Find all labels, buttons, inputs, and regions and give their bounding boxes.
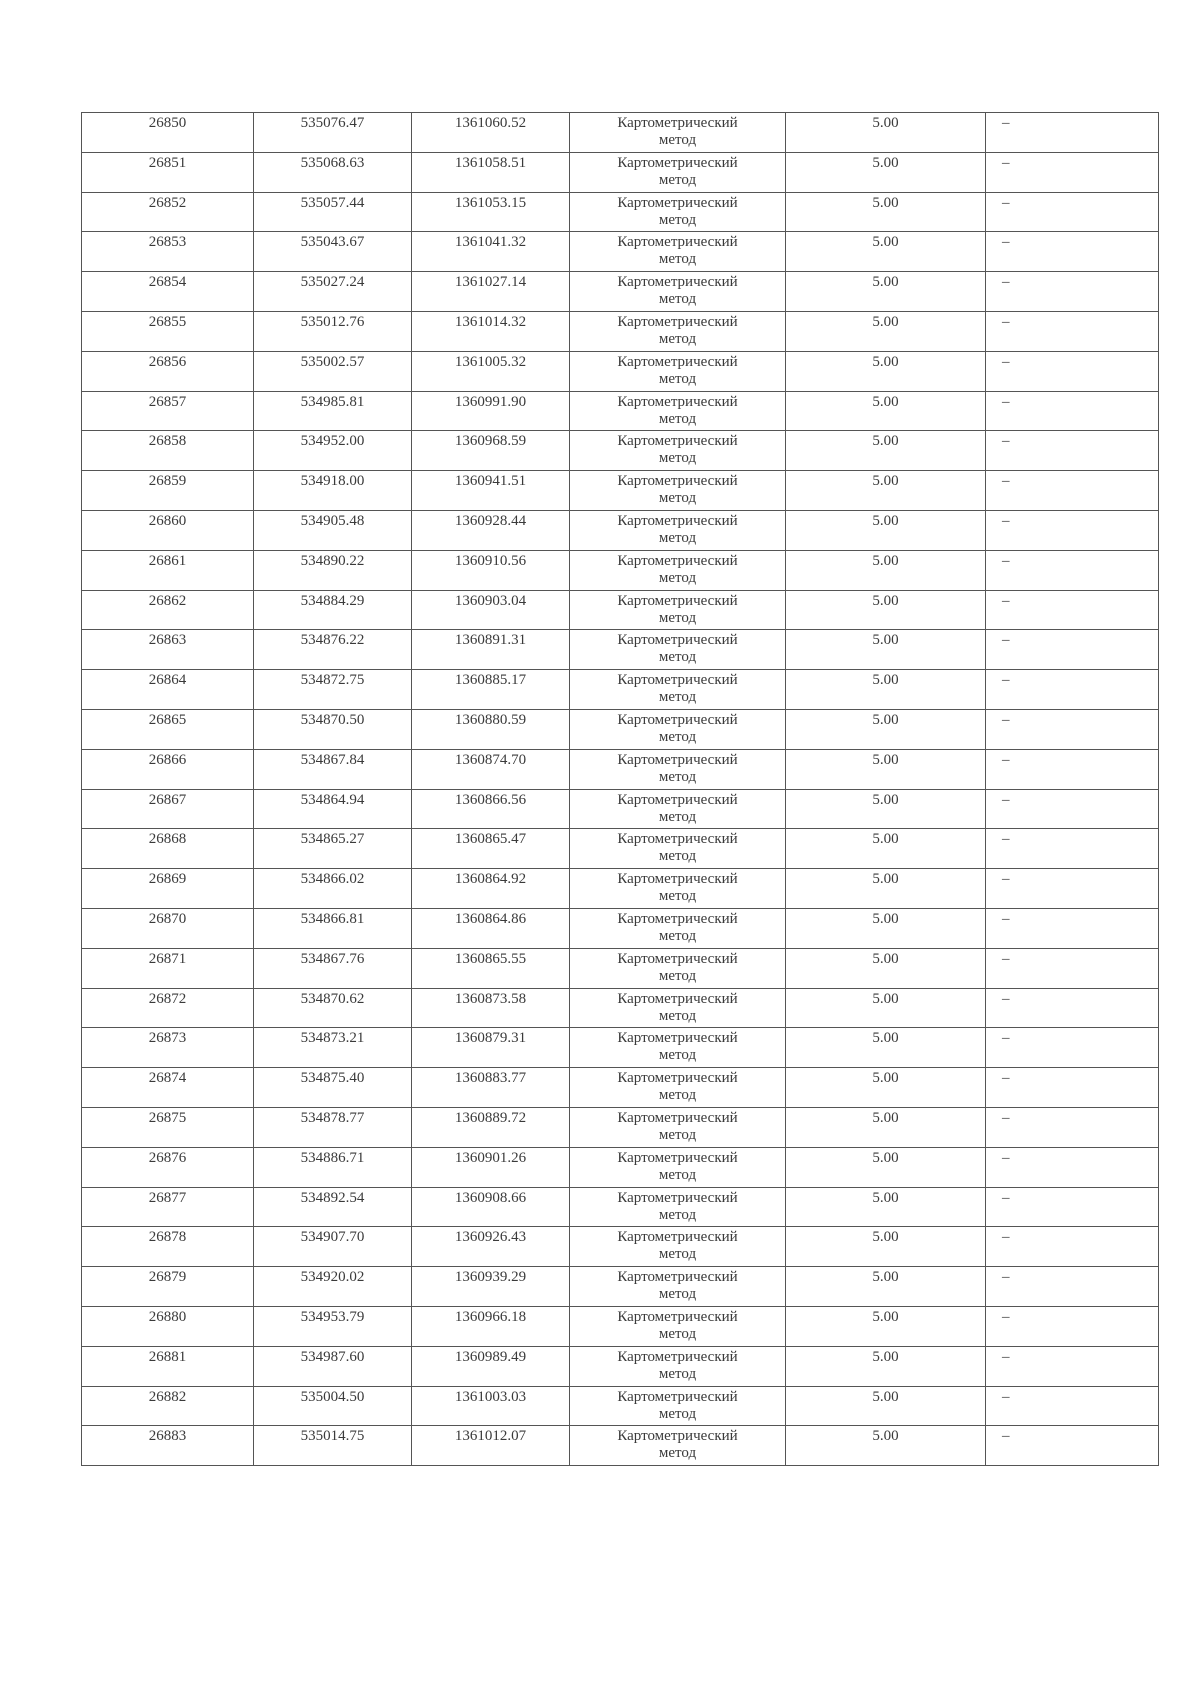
point-number-cell: 26855 — [82, 311, 254, 351]
table-row — [82, 1187, 1159, 1227]
x-coordinate-cell: 534870.50 — [254, 709, 412, 749]
y-coordinate-cell: 1360885.17 — [412, 670, 570, 710]
table-row — [82, 431, 1159, 471]
y-coordinate-cell: 1360864.92 — [412, 869, 570, 909]
note-cell: – — [986, 1227, 1159, 1267]
method-cell — [570, 1386, 786, 1426]
method-text: Картометрический метод — [617, 1149, 738, 1183]
method-text: Картометрический метод — [617, 274, 738, 308]
accuracy-cell: 5.00 — [786, 1386, 986, 1426]
y-coordinate-cell: 1360941.51 — [412, 471, 570, 511]
note-cell: – — [986, 988, 1159, 1028]
x-coordinate-cell: 535057.44 — [254, 192, 412, 232]
x-coordinate-cell: 534918.00 — [254, 471, 412, 511]
accuracy-cell: 5.00 — [786, 431, 986, 471]
accuracy-cell: 5.00 — [786, 829, 986, 869]
method-cell — [570, 869, 786, 909]
table-row — [82, 192, 1159, 232]
note-cell: – — [986, 630, 1159, 670]
accuracy-cell: 5.00 — [786, 908, 986, 948]
note-cell: – — [986, 192, 1159, 232]
note-cell: – — [986, 1306, 1159, 1346]
point-number-cell: 26867 — [82, 789, 254, 829]
method-text: Картометрический метод — [617, 115, 738, 148]
x-coordinate-cell: 534884.29 — [254, 590, 412, 630]
table-row — [82, 829, 1159, 869]
note-cell: – — [986, 749, 1159, 789]
note-cell: – — [986, 1107, 1159, 1147]
x-coordinate-cell: 534987.60 — [254, 1346, 412, 1386]
method-cell — [570, 272, 786, 312]
method-text: Картометрический метод — [617, 154, 738, 188]
point-number-cell: 26866 — [82, 749, 254, 789]
point-number-cell: 26870 — [82, 908, 254, 948]
method-cell — [570, 431, 786, 471]
y-coordinate-cell: 1361003.03 — [412, 1386, 570, 1426]
note-cell: – — [986, 1426, 1159, 1466]
point-number-cell: 26864 — [82, 670, 254, 710]
method-cell — [570, 351, 786, 391]
table-row — [82, 709, 1159, 749]
note-cell: – — [986, 351, 1159, 391]
method-text: Картометрический метод — [617, 552, 738, 586]
x-coordinate-cell: 535004.50 — [254, 1386, 412, 1426]
accuracy-cell: 5.00 — [786, 113, 986, 153]
method-text: Картометрический метод — [617, 393, 738, 427]
y-coordinate-cell: 1361014.32 — [412, 311, 570, 351]
x-coordinate-cell: 534890.22 — [254, 550, 412, 590]
method-cell — [570, 670, 786, 710]
method-cell — [570, 1346, 786, 1386]
coordinates-table-body — [82, 113, 1159, 1466]
accuracy-cell: 5.00 — [786, 510, 986, 550]
method-text: Картометрический метод — [617, 433, 738, 467]
table-row — [82, 749, 1159, 789]
accuracy-cell: 5.00 — [786, 590, 986, 630]
point-number-cell: 26852 — [82, 192, 254, 232]
table-row — [82, 1107, 1159, 1147]
method-cell — [570, 908, 786, 948]
table-row — [82, 471, 1159, 511]
method-text: Картометрический метод — [617, 234, 738, 268]
accuracy-cell: 5.00 — [786, 1068, 986, 1108]
method-text: Картометрический метод — [617, 194, 738, 228]
method-text: Картометрический метод — [617, 1348, 738, 1382]
point-number-cell: 26851 — [82, 152, 254, 192]
y-coordinate-cell: 1360889.72 — [412, 1107, 570, 1147]
note-cell: – — [986, 1267, 1159, 1307]
note-cell: – — [986, 431, 1159, 471]
x-coordinate-cell: 535043.67 — [254, 232, 412, 272]
x-coordinate-cell: 534870.62 — [254, 988, 412, 1028]
method-text: Картометрический метод — [617, 632, 738, 666]
accuracy-cell: 5.00 — [786, 1346, 986, 1386]
accuracy-cell: 5.00 — [786, 869, 986, 909]
table-row — [82, 232, 1159, 272]
method-cell — [570, 749, 786, 789]
y-coordinate-cell: 1360865.47 — [412, 829, 570, 869]
point-number-cell: 26880 — [82, 1306, 254, 1346]
accuracy-cell: 5.00 — [786, 630, 986, 670]
point-number-cell: 26873 — [82, 1028, 254, 1068]
accuracy-cell: 5.00 — [786, 709, 986, 749]
y-coordinate-cell: 1360939.29 — [412, 1267, 570, 1307]
table-row — [82, 789, 1159, 829]
method-text: Картометрический метод — [617, 592, 738, 626]
point-number-cell: 26865 — [82, 709, 254, 749]
note-cell: – — [986, 829, 1159, 869]
method-cell — [570, 829, 786, 869]
note-cell: – — [986, 232, 1159, 272]
method-cell — [570, 789, 786, 829]
note-cell: – — [986, 1068, 1159, 1108]
point-number-cell: 26859 — [82, 471, 254, 511]
x-coordinate-cell: 535076.47 — [254, 113, 412, 153]
method-text: Картометрический метод — [617, 672, 738, 706]
method-text: Картометрический метод — [617, 791, 738, 825]
y-coordinate-cell: 1361012.07 — [412, 1426, 570, 1466]
accuracy-cell: 5.00 — [786, 1227, 986, 1267]
y-coordinate-cell: 1361058.51 — [412, 152, 570, 192]
table-row — [82, 1426, 1159, 1466]
x-coordinate-cell: 534907.70 — [254, 1227, 412, 1267]
point-number-cell: 26875 — [82, 1107, 254, 1147]
point-number-cell: 26879 — [82, 1267, 254, 1307]
method-cell — [570, 1187, 786, 1227]
method-cell — [570, 550, 786, 590]
point-number-cell: 26872 — [82, 988, 254, 1028]
accuracy-cell: 5.00 — [786, 1107, 986, 1147]
y-coordinate-cell: 1360910.56 — [412, 550, 570, 590]
accuracy-cell: 5.00 — [786, 948, 986, 988]
point-number-cell: 26883 — [82, 1426, 254, 1466]
method-cell — [570, 192, 786, 232]
point-number-cell: 26858 — [82, 431, 254, 471]
accuracy-cell: 5.00 — [786, 789, 986, 829]
table-row — [82, 1346, 1159, 1386]
method-text: Картометрический метод — [617, 751, 738, 785]
point-number-cell: 26861 — [82, 550, 254, 590]
method-text: Картометрический метод — [617, 473, 738, 507]
coordinates-table — [81, 112, 1159, 1466]
method-text: Картометрический метод — [617, 313, 738, 347]
table-row — [82, 988, 1159, 1028]
method-text: Картометрический метод — [617, 711, 738, 745]
accuracy-cell: 5.00 — [786, 351, 986, 391]
table-row — [82, 510, 1159, 550]
x-coordinate-cell: 535014.75 — [254, 1426, 412, 1466]
method-cell — [570, 113, 786, 153]
y-coordinate-cell: 1361060.52 — [412, 113, 570, 153]
method-cell — [570, 1147, 786, 1187]
y-coordinate-cell: 1360908.66 — [412, 1187, 570, 1227]
table-row — [82, 1227, 1159, 1267]
table-row — [82, 908, 1159, 948]
method-text: Картометрический метод — [617, 1070, 738, 1104]
y-coordinate-cell: 1360873.58 — [412, 988, 570, 1028]
method-cell — [570, 1068, 786, 1108]
x-coordinate-cell: 534866.02 — [254, 869, 412, 909]
point-number-cell: 26871 — [82, 948, 254, 988]
table-row — [82, 948, 1159, 988]
x-coordinate-cell: 534905.48 — [254, 510, 412, 550]
y-coordinate-cell: 1360880.59 — [412, 709, 570, 749]
x-coordinate-cell: 534920.02 — [254, 1267, 412, 1307]
method-cell — [570, 1028, 786, 1068]
point-number-cell: 26860 — [82, 510, 254, 550]
point-number-cell: 26876 — [82, 1147, 254, 1187]
note-cell: – — [986, 471, 1159, 511]
method-text: Картометрический метод — [617, 910, 738, 944]
note-cell: – — [986, 550, 1159, 590]
table-row — [82, 869, 1159, 909]
table-row — [82, 1306, 1159, 1346]
y-coordinate-cell: 1360928.44 — [412, 510, 570, 550]
y-coordinate-cell: 1360865.55 — [412, 948, 570, 988]
point-number-cell: 26850 — [82, 113, 254, 153]
y-coordinate-cell: 1360891.31 — [412, 630, 570, 670]
note-cell: – — [986, 670, 1159, 710]
table-row — [82, 1386, 1159, 1426]
x-coordinate-cell: 534892.54 — [254, 1187, 412, 1227]
point-number-cell: 26868 — [82, 829, 254, 869]
method-cell — [570, 1267, 786, 1307]
table-row — [82, 311, 1159, 351]
point-number-cell: 26881 — [82, 1346, 254, 1386]
method-text: Картометрический метод — [617, 871, 738, 905]
note-cell: – — [986, 1028, 1159, 1068]
note-cell: – — [986, 1386, 1159, 1426]
method-cell — [570, 1107, 786, 1147]
y-coordinate-cell: 1360991.90 — [412, 391, 570, 431]
accuracy-cell: 5.00 — [786, 232, 986, 272]
note-cell: – — [986, 510, 1159, 550]
note-cell: – — [986, 391, 1159, 431]
accuracy-cell: 5.00 — [786, 1306, 986, 1346]
x-coordinate-cell: 534873.21 — [254, 1028, 412, 1068]
x-coordinate-cell: 534865.27 — [254, 829, 412, 869]
x-coordinate-cell: 535002.57 — [254, 351, 412, 391]
point-number-cell: 26853 — [82, 232, 254, 272]
note-cell: – — [986, 789, 1159, 829]
x-coordinate-cell: 534952.00 — [254, 431, 412, 471]
note-cell: – — [986, 113, 1159, 153]
method-cell — [570, 391, 786, 431]
y-coordinate-cell: 1361005.32 — [412, 351, 570, 391]
note-cell: – — [986, 1147, 1159, 1187]
point-number-cell: 26854 — [82, 272, 254, 312]
method-cell — [570, 510, 786, 550]
table-row — [82, 630, 1159, 670]
y-coordinate-cell: 1360874.70 — [412, 749, 570, 789]
accuracy-cell: 5.00 — [786, 471, 986, 511]
method-cell — [570, 590, 786, 630]
accuracy-cell: 5.00 — [786, 1028, 986, 1068]
table-row — [82, 590, 1159, 630]
accuracy-cell: 5.00 — [786, 192, 986, 232]
note-cell: – — [986, 1346, 1159, 1386]
method-text: Картометрический метод — [617, 1269, 738, 1303]
method-text: Картометрический метод — [617, 1229, 738, 1263]
method-cell — [570, 1227, 786, 1267]
x-coordinate-cell: 534878.77 — [254, 1107, 412, 1147]
point-number-cell: 26856 — [82, 351, 254, 391]
accuracy-cell: 5.00 — [786, 152, 986, 192]
note-cell: – — [986, 272, 1159, 312]
y-coordinate-cell: 1360926.43 — [412, 1227, 570, 1267]
point-number-cell: 26863 — [82, 630, 254, 670]
table-row — [82, 1267, 1159, 1307]
y-coordinate-cell: 1360866.56 — [412, 789, 570, 829]
method-text: Картометрический метод — [617, 831, 738, 865]
y-coordinate-cell: 1360966.18 — [412, 1306, 570, 1346]
method-cell — [570, 311, 786, 351]
table-row — [82, 550, 1159, 590]
note-cell: – — [986, 948, 1159, 988]
accuracy-cell: 5.00 — [786, 1267, 986, 1307]
x-coordinate-cell: 534867.84 — [254, 749, 412, 789]
point-number-cell: 26882 — [82, 1386, 254, 1426]
method-text: Картометрический метод — [617, 1109, 738, 1143]
note-cell: – — [986, 908, 1159, 948]
method-cell — [570, 630, 786, 670]
method-text: Картометрический метод — [617, 512, 738, 546]
point-number-cell: 26857 — [82, 391, 254, 431]
accuracy-cell: 5.00 — [786, 988, 986, 1028]
y-coordinate-cell: 1360903.04 — [412, 590, 570, 630]
table-row — [82, 351, 1159, 391]
method-text: Картометрический метод — [617, 1388, 738, 1422]
table-row — [82, 391, 1159, 431]
table-row — [82, 1147, 1159, 1187]
x-coordinate-cell: 534866.81 — [254, 908, 412, 948]
method-text: Картометрический метод — [617, 1308, 738, 1342]
accuracy-cell: 5.00 — [786, 1187, 986, 1227]
x-coordinate-cell: 534875.40 — [254, 1068, 412, 1108]
method-text: Картометрический метод — [617, 950, 738, 984]
x-coordinate-cell: 534872.75 — [254, 670, 412, 710]
table-row — [82, 113, 1159, 153]
x-coordinate-cell: 535027.24 — [254, 272, 412, 312]
x-coordinate-cell: 535068.63 — [254, 152, 412, 192]
table-row — [82, 272, 1159, 312]
note-cell: – — [986, 311, 1159, 351]
method-cell — [570, 152, 786, 192]
point-number-cell: 26862 — [82, 590, 254, 630]
method-text: Картометрический метод — [617, 990, 738, 1024]
y-coordinate-cell: 1360879.31 — [412, 1028, 570, 1068]
note-cell: – — [986, 1187, 1159, 1227]
table-row — [82, 152, 1159, 192]
point-number-cell: 26878 — [82, 1227, 254, 1267]
table-row — [82, 670, 1159, 710]
accuracy-cell: 5.00 — [786, 311, 986, 351]
point-number-cell: 26874 — [82, 1068, 254, 1108]
y-coordinate-cell: 1360864.86 — [412, 908, 570, 948]
method-cell — [570, 1426, 786, 1466]
point-number-cell: 26877 — [82, 1187, 254, 1227]
y-coordinate-cell: 1361027.14 — [412, 272, 570, 312]
x-coordinate-cell: 534867.76 — [254, 948, 412, 988]
table-row — [82, 1028, 1159, 1068]
note-cell: – — [986, 152, 1159, 192]
accuracy-cell: 5.00 — [786, 1147, 986, 1187]
method-text: Картометрический метод — [617, 353, 738, 387]
point-number-cell: 26869 — [82, 869, 254, 909]
accuracy-cell: 5.00 — [786, 272, 986, 312]
note-cell: – — [986, 869, 1159, 909]
x-coordinate-cell: 534876.22 — [254, 630, 412, 670]
accuracy-cell: 5.00 — [786, 550, 986, 590]
method-cell — [570, 948, 786, 988]
method-cell — [570, 988, 786, 1028]
y-coordinate-cell: 1360901.26 — [412, 1147, 570, 1187]
y-coordinate-cell: 1360883.77 — [412, 1068, 570, 1108]
y-coordinate-cell: 1360968.59 — [412, 431, 570, 471]
method-cell — [570, 232, 786, 272]
x-coordinate-cell: 535012.76 — [254, 311, 412, 351]
method-cell — [570, 709, 786, 749]
y-coordinate-cell: 1360989.49 — [412, 1346, 570, 1386]
method-cell — [570, 1306, 786, 1346]
x-coordinate-cell: 534985.81 — [254, 391, 412, 431]
y-coordinate-cell: 1361041.32 — [412, 232, 570, 272]
x-coordinate-cell: 534953.79 — [254, 1306, 412, 1346]
accuracy-cell: 5.00 — [786, 670, 986, 710]
x-coordinate-cell: 534886.71 — [254, 1147, 412, 1187]
note-cell: – — [986, 709, 1159, 749]
note-cell: – — [986, 590, 1159, 630]
table-row — [82, 1068, 1159, 1108]
accuracy-cell: 5.00 — [786, 391, 986, 431]
method-cell — [570, 471, 786, 511]
accuracy-cell: 5.00 — [786, 1426, 986, 1466]
method-text: Картометрический метод — [617, 1189, 738, 1223]
accuracy-cell: 5.00 — [786, 749, 986, 789]
y-coordinate-cell: 1361053.15 — [412, 192, 570, 232]
method-text: Картометрический метод — [617, 1030, 738, 1064]
method-text: Картометрический метод — [617, 1428, 738, 1462]
x-coordinate-cell: 534864.94 — [254, 789, 412, 829]
